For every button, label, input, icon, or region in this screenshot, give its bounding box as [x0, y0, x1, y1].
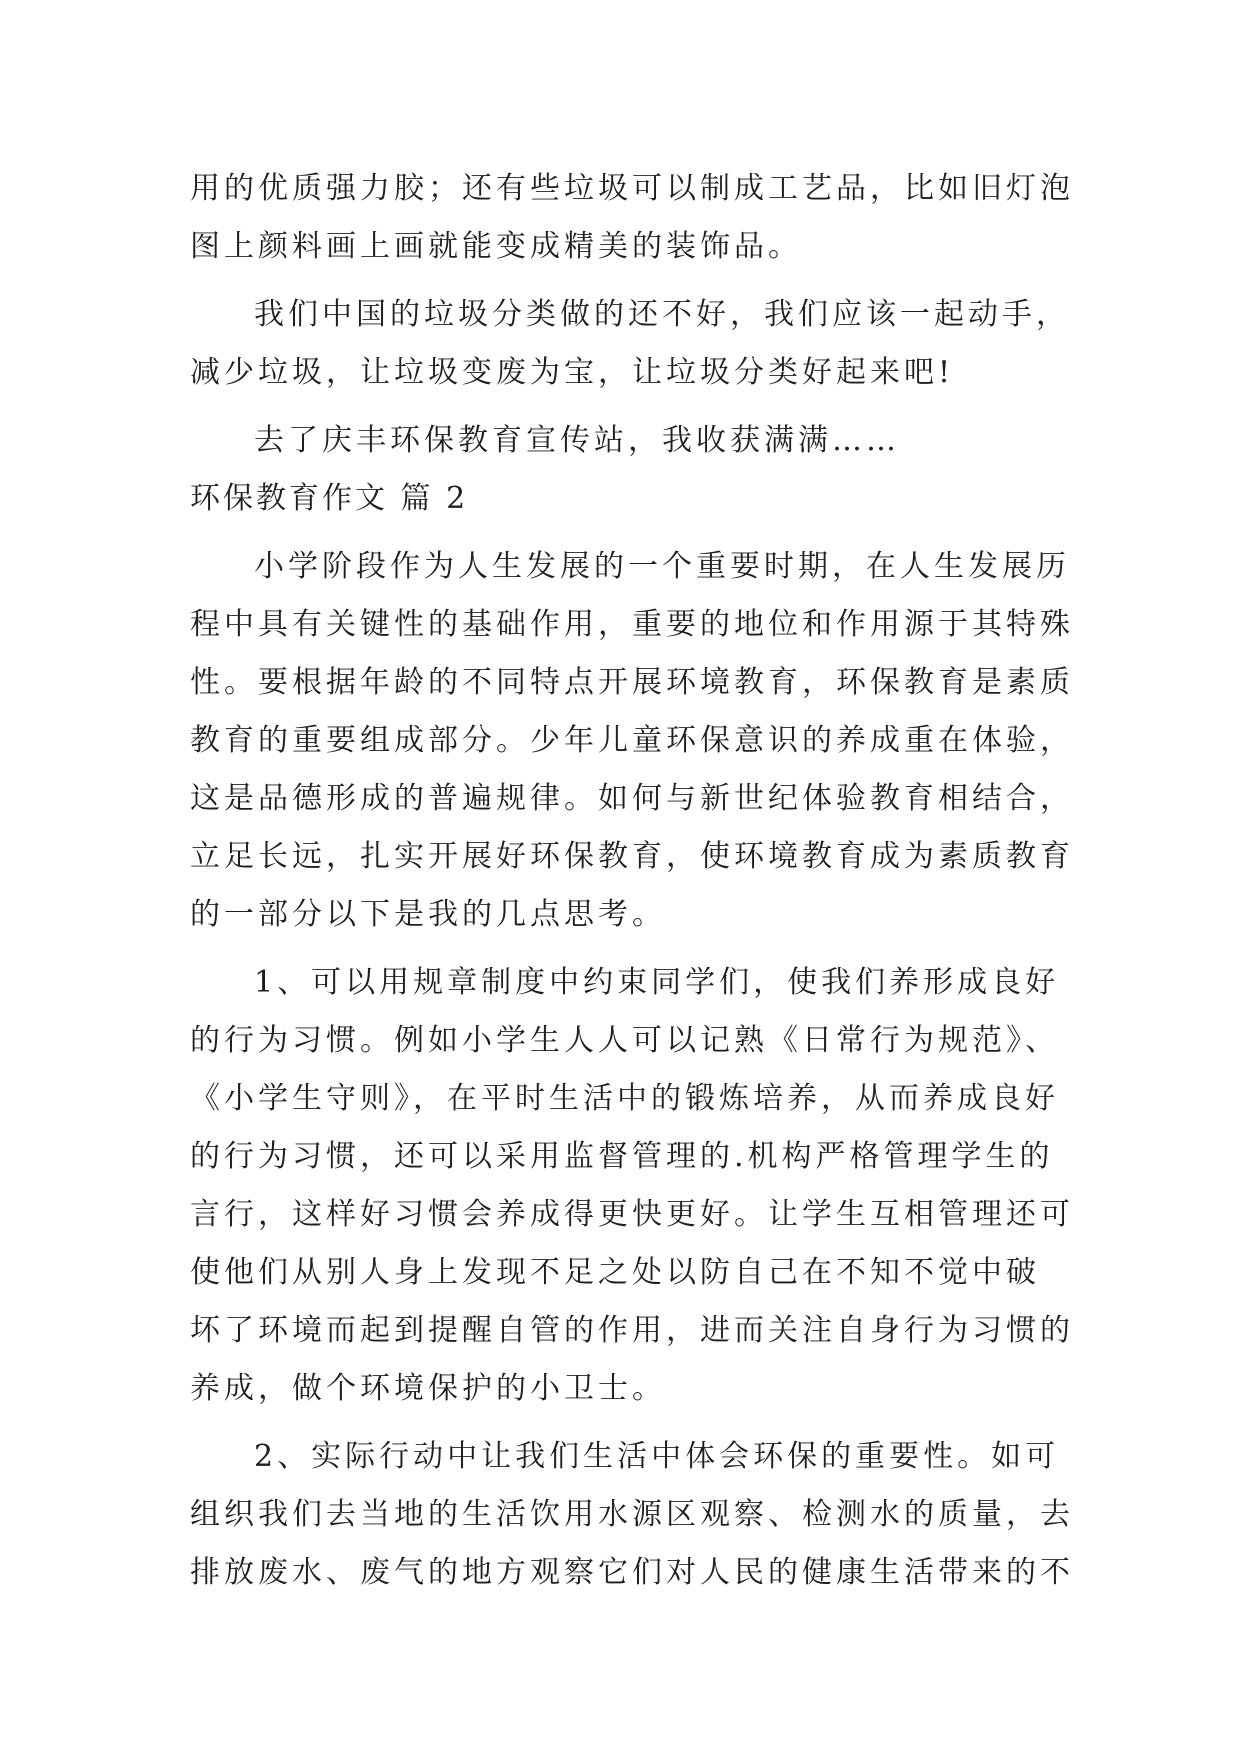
text-line: 组织我们去当地的生活饮用水源区观察、检测水的质量，去 [190, 1497, 1074, 1532]
text-line: 《小学生守则》，在平时生活中的锻炼培养，从而养成良好 [190, 1081, 1059, 1116]
text-line: 性。要根据年龄的不同特点开展环境教育，环保教育是素质 [190, 665, 1074, 700]
text-line: 排放废水、废气的地方观察它们对人民的健康生活带来的不 [190, 1555, 1074, 1590]
text-line: 图上颜料画上画就能变成精美的装饰品。 [190, 229, 802, 264]
document-body [190, 160, 1074, 1602]
text-line: 减少垃圾，让垃圾变废为宝，让垃圾分类好起来吧! [190, 355, 955, 390]
text-line: 的行为习惯，还可以采用监督管理的.机构严格管理学生的 [190, 1139, 1054, 1174]
text-line: 用的优质强力胶；还有些垃圾可以制成工艺品，比如旧灯泡 [190, 171, 1074, 206]
paragraph-first-line: 1、可以用规章制度中约束同学们，使我们养形成良好 [254, 965, 1060, 1000]
paragraph-first-line: 我们中国的垃圾分类做的还不好，我们应该一起动手， [254, 297, 1070, 332]
text-line: 立足长远，扎实开展好环保教育，使环境教育成为素质教育 [190, 839, 1074, 874]
text-line: 坏了环境而起到提醒自管的作用，进而关注自身行为习惯的 [190, 1313, 1074, 1348]
paragraph-first-line: 小学阶段作为人生发展的一个重要时期，在人生发展历 [254, 549, 1070, 584]
text-line: 的一部分以下是我的几点思考。 [190, 897, 666, 932]
paragraph-first-line: 2、实际行动中让我们生活中体会环保的重要性。如可 [254, 1439, 1060, 1474]
text-line: 使他们从别人身上发现不足之处以防自己在不知不觉中破 [190, 1255, 1040, 1290]
text-line: 这是品德形成的普遍规律。如何与新世纪体验教育相结合， [190, 781, 1074, 816]
text-line: 言行，这样好习惯会养成得更快更好。让学生互相管理还可 [190, 1197, 1074, 1232]
text-line: 养成，做个环境保护的小卫士。 [190, 1371, 666, 1406]
text-line: 教育的重要组成部分。少年儿童环保意识的养成重在体验， [190, 723, 1074, 758]
text-line: 程中具有关键性的基础作用，重要的地位和作用源于其特殊 [190, 607, 1074, 642]
text-line: 的行为习惯。例如小学生人人可以记熟《日常行为规范》、 [190, 1023, 1059, 1058]
section-title: 环保教育作文 篇 2 [190, 481, 469, 516]
paragraph-first-line: 去了庆丰环保教育宣传站，我收获满满…… [254, 423, 900, 458]
